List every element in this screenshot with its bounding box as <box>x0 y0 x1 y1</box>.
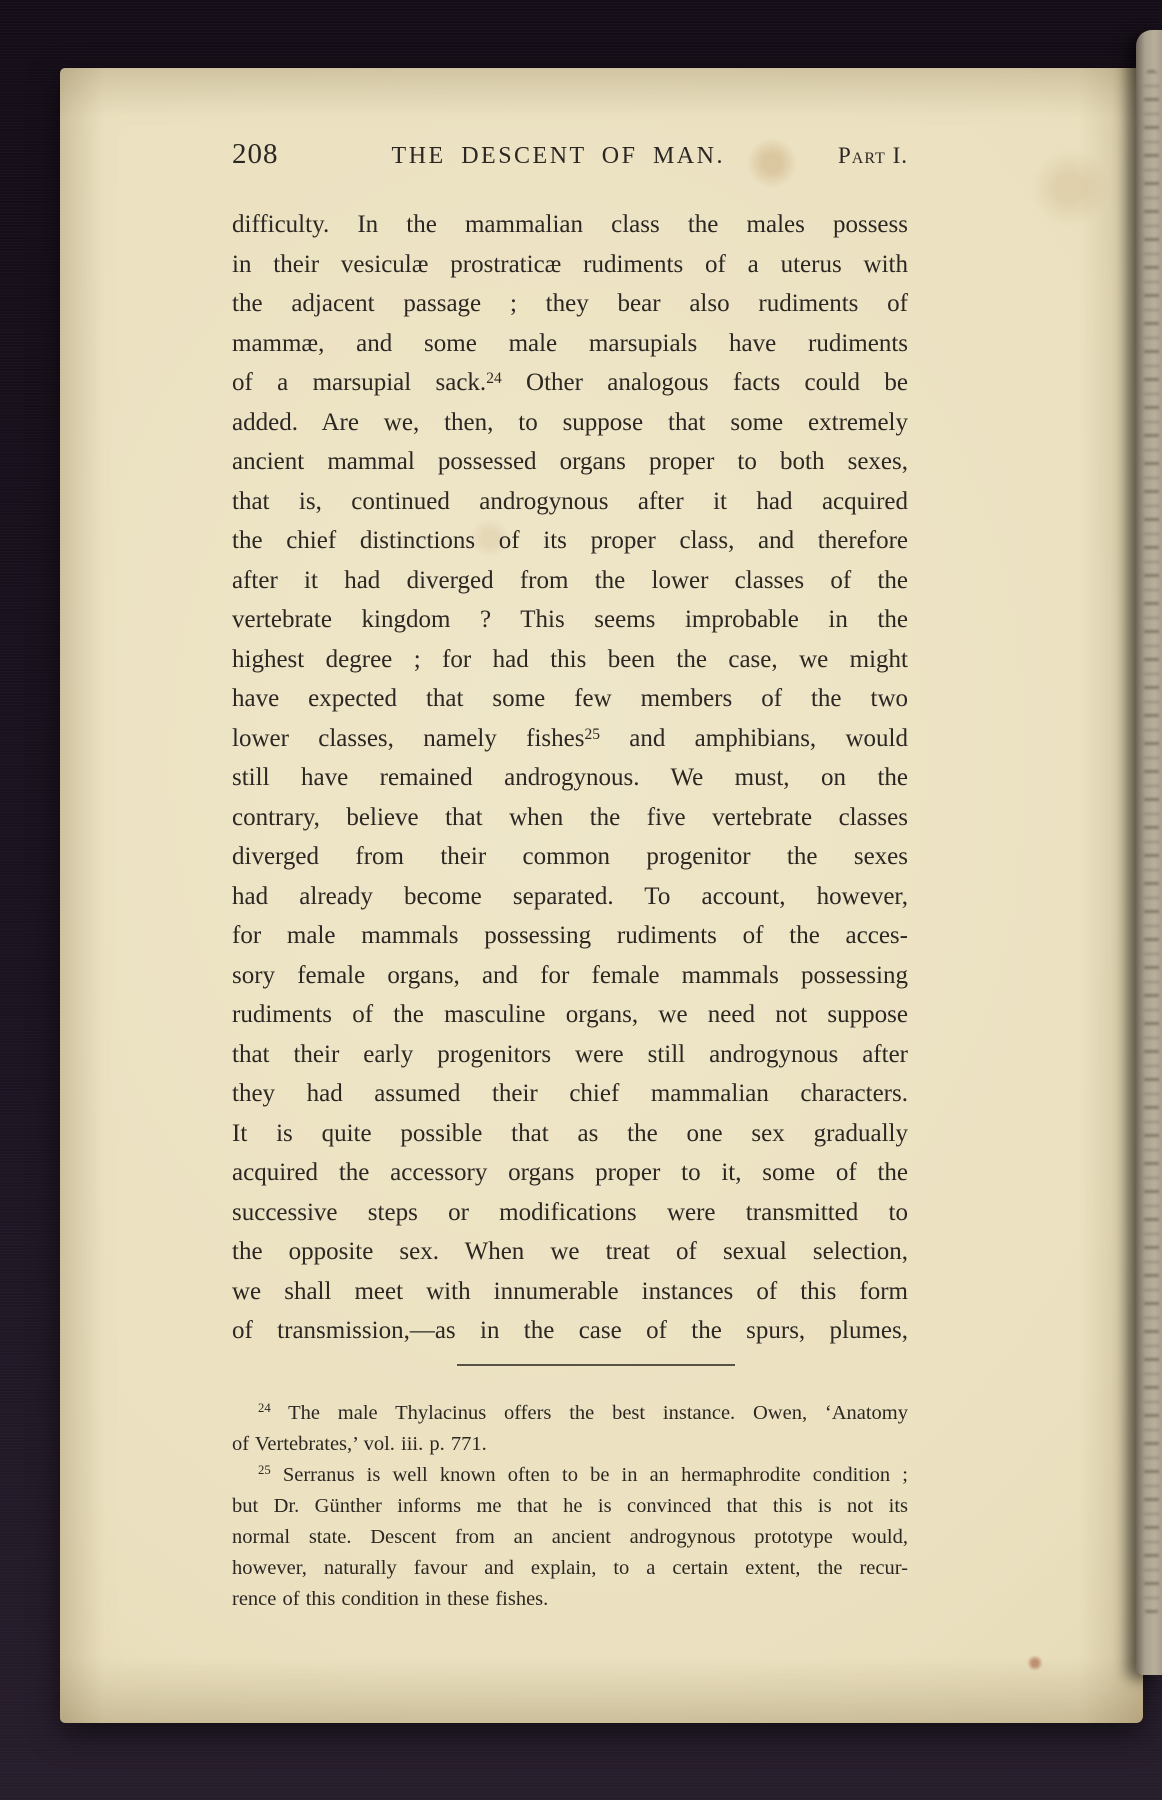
body-text-line: that their early progenitors were still androgynous after <box>232 1040 908 1068</box>
page-number: 208 <box>232 138 279 170</box>
body-text-line: added. Are we, then, to suppose that some extremely <box>232 408 908 436</box>
footnote-line: normal state. Descent from an ancient androgynous prototype would, <box>232 1526 908 1548</box>
body-text-line: of transmission,—as in the case of the spurs, plumes, <box>232 1317 908 1344</box>
body-text-line: that is, continued androgynous after it had acquired <box>232 487 908 515</box>
footnote-line: $^{24}$ The male Thylacinus offers the best instance. Owen, ‘Anatomy <box>258 1401 908 1424</box>
page-content <box>232 68 908 1723</box>
body-text-line: the opposite sex. When we treat of sexual selection, <box>232 1238 908 1265</box>
body-text-line: diverged from their common progenitor the sexes <box>232 843 908 870</box>
body-text-line: ancient mammal possessed organs proper to both sexes, <box>232 448 908 475</box>
body-text-line: had already become separated. To account, however, <box>232 882 908 910</box>
body-text-line: in their vesiculæ prostraticæ rudiments of a uterus with <box>232 250 908 278</box>
footnote-line: of Vertebrates,’ vol. iii. p. 771. <box>232 1433 487 1455</box>
body-text-line: difficulty. In the mammalian class the males possess <box>232 211 908 238</box>
body-text-line: have expected that some few members of the two <box>232 685 908 712</box>
footnote-marker: 25 <box>584 725 600 743</box>
body-text-line: vertebrate kingdom ? This seems improbable in the <box>232 606 908 633</box>
body-text-line: It is quite possible that as the one sex gradually <box>232 1119 908 1147</box>
part-label: Part I. <box>838 143 908 168</box>
book-page <box>60 68 1143 1723</box>
footnotes <box>232 1398 908 1615</box>
footnote-line: but Dr. Günther informs me that he is convinced that this is not its <box>232 1495 908 1517</box>
body-text-line: after it had diverged from the lower classes of the <box>232 566 908 594</box>
footnote-line: rence of this condition in these fishes. <box>232 1588 549 1610</box>
body-text-line: for male mammals possessing rudiments of the acces- <box>232 922 908 949</box>
footnote-line: $^{25}$ Serranus is well known often to be in an hermaphrodite condition ; <box>258 1463 908 1486</box>
page-header <box>232 138 908 171</box>
body-text-line: acquired the accessory organs proper to it, some of the <box>232 1159 908 1186</box>
fore-edge-strip <box>1136 30 1162 1675</box>
body-text-line: of a marsupial sack.$^{24}$ Other analogous facts could be <box>232 369 908 396</box>
body-text-line: they had assumed their chief mammalian characters. <box>232 1080 908 1107</box>
body-text-line: sory female organs, and for female mammals possessing <box>232 961 908 989</box>
body-text-line: still have remained androgynous. We must, on the <box>232 764 908 791</box>
body-text-line: successive steps or modifications were transmitted to <box>232 1198 908 1226</box>
body-text-line: rudiments of the masculine organs, we need not suppose <box>232 1001 908 1028</box>
footnote-marker: 25 <box>258 1463 271 1477</box>
footnote-line: however, naturally favour and explain, to a certain extent, the recur- <box>232 1557 908 1579</box>
running-title: THE DESCENT OF MAN. <box>391 143 725 169</box>
body-text-line: we shall meet with innumerable instances of this form <box>232 1277 908 1305</box>
footnote-marker: 24 <box>258 1401 271 1415</box>
body-text-line: lower classes, namely fishes$^{25}$ and amphibians, would <box>232 724 908 752</box>
body-text-line: the adjacent passage ; they bear also rudiments of <box>232 290 908 317</box>
body-text-line: contrary, believe that when the five vertebrate classes <box>232 803 908 831</box>
footnote-marker: 24 <box>486 370 502 387</box>
body-text-line: highest degree ; for had this been the case, we might <box>232 645 908 673</box>
footnote-separator <box>457 1364 735 1366</box>
body-text-line: the chief distinctions of its proper class, and therefore <box>232 527 908 554</box>
body-text <box>232 205 908 1351</box>
body-text-line: mammæ, and some male marsupials have rudiments <box>232 329 908 357</box>
